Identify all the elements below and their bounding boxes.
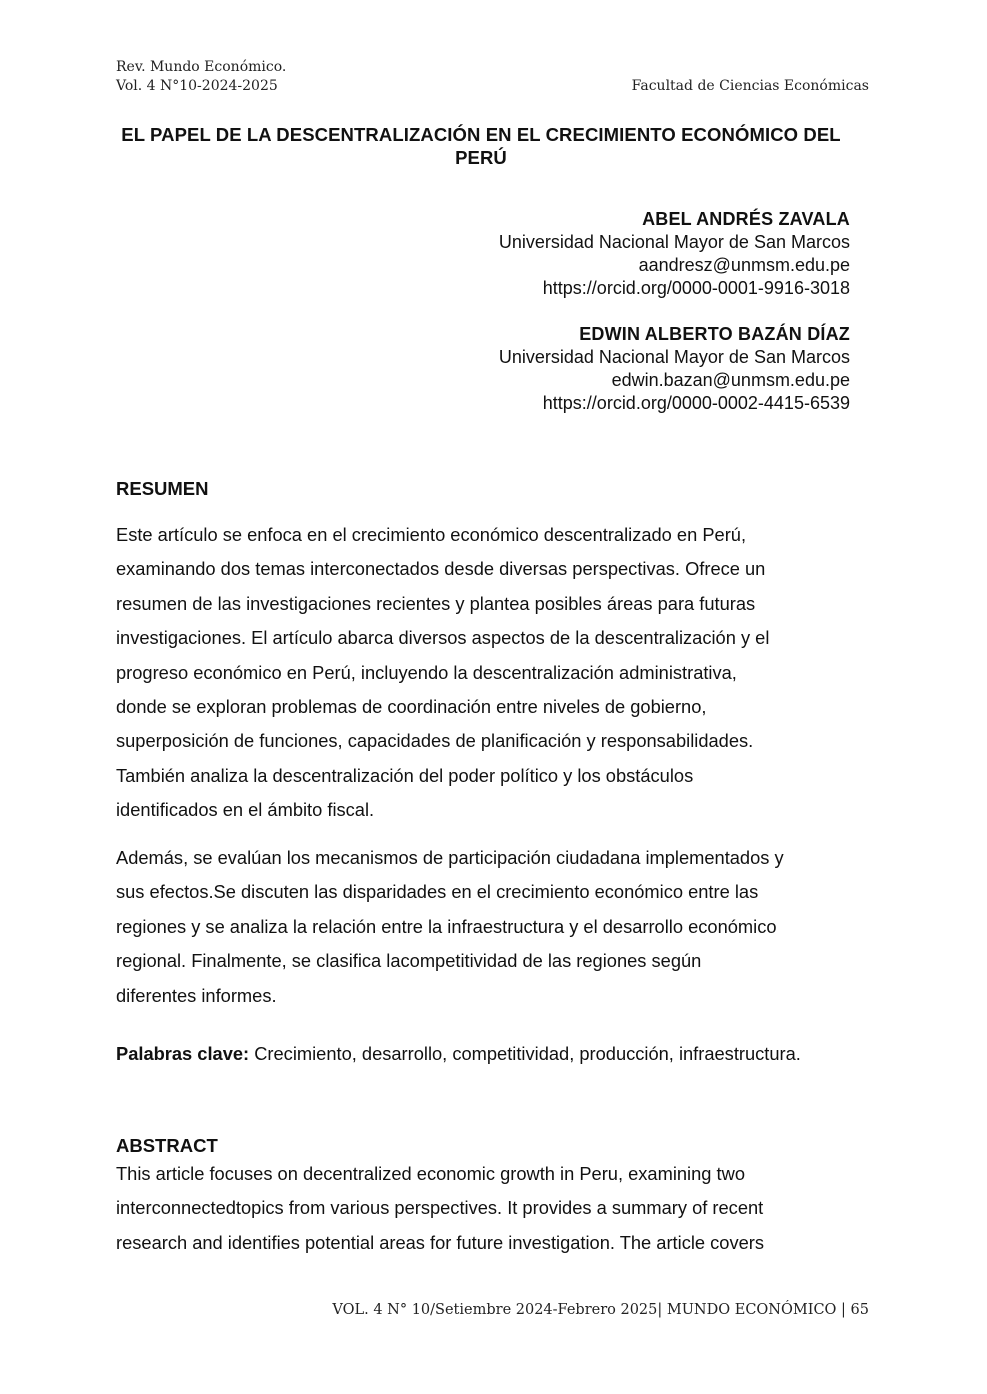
- text-line: superposición de funciones, capacidades de planificación y responsabilidades.: [116, 730, 754, 752]
- text-line: regiones y se analiza la relación entre la infraestructura y el desarrollo económico: [116, 915, 777, 937]
- page-footer: VOL. 4 N° 10/Setiembre 2024-Febrero 2025| MUNDO ECONÓMICO | 65: [332, 1302, 869, 1318]
- keywords: [116, 1041, 896, 1067]
- text-line: progreso económico en Perú, incluyendo la descentralización administrativa,: [116, 661, 737, 683]
- text-line: diferentes informes.: [116, 984, 277, 1006]
- text-line: sus efectos.Se discuten las disparidades en el crecimiento económico entre las: [116, 881, 759, 903]
- text-line: identificados en el ámbito fiscal.: [116, 799, 375, 821]
- resumen-paragraph-2: [116, 841, 876, 1013]
- keywords-label: Palabras clave:: [116, 1043, 250, 1064]
- text-line: research and identifies potential areas for future investigation. The article covers: [116, 1231, 764, 1253]
- text-line: resumen de las investigaciones recientes y plantea posibles áreas para futuras: [116, 592, 756, 614]
- text-line: examinando dos temas interconectados desde diversas perspectivas. Ofrece un: [116, 558, 766, 580]
- author-orcid: https://orcid.org/0000-0002-4415-6539: [542, 393, 850, 413]
- journal-volume: Vol. 4 N°10-2024-2025: [116, 78, 278, 94]
- text-line: donde se exploran problemas de coordinación entre niveles de gobierno,: [116, 696, 707, 718]
- text-line: Además, se evalúan los mecanismos de participación ciudadana implementados y: [116, 847, 784, 868]
- keywords-text: Crecimiento, desarrollo, competitividad, producción, infraestructura.: [249, 1043, 801, 1064]
- author-name: ABEL ANDRÉS ZAVALA: [642, 209, 850, 229]
- author-email: edwin.bazan@unmsm.edu.pe: [611, 370, 850, 390]
- article-title: EL PAPEL DE LA DESCENTRALIZACIÓN EN EL CRECIMIENTO ECONÓMICO DEL PERÚ: [121, 124, 841, 168]
- author-name: EDWIN ALBERTO BAZÁN DÍAZ: [579, 324, 850, 344]
- text-line: investigaciones. El artículo abarca diversos aspectos de la descentralización y el: [116, 627, 770, 649]
- faculty-header: Facultad de Ciencias Económicas: [631, 78, 869, 94]
- resumen-paragraph-1: [116, 518, 876, 828]
- author-block: [499, 208, 850, 300]
- author-block: [499, 323, 850, 415]
- author-affiliation: Universidad Nacional Mayor de San Marcos: [498, 347, 850, 367]
- author-orcid: https://orcid.org/0000-0001-9916-3018: [542, 278, 850, 298]
- text-line: interconnectedtopics from various perspectives. It provides a summary of recent: [116, 1197, 764, 1219]
- journal-name: Rev. Mundo Económico.: [116, 59, 287, 75]
- journal-header: [116, 58, 286, 96]
- resumen-heading: RESUMEN: [116, 478, 209, 499]
- author-affiliation: Universidad Nacional Mayor de San Marcos: [498, 232, 850, 252]
- author-email: aandresz@unmsm.edu.pe: [638, 255, 850, 275]
- text-line: Este artículo se enfoca en el crecimiento económico descentralizado en Perú,: [116, 524, 747, 545]
- text-line: regional. Finalmente, se clasifica lacompetitividad de las regiones según: [116, 950, 702, 972]
- abstract-paragraph: [116, 1157, 876, 1260]
- text-line: También analiza la descentralización del poder político y los obstáculos: [116, 764, 694, 786]
- text-line: This article focuses on decentralized economic growth in Peru, examining two: [116, 1163, 745, 1184]
- abstract-heading: ABSTRACT: [116, 1135, 218, 1156]
